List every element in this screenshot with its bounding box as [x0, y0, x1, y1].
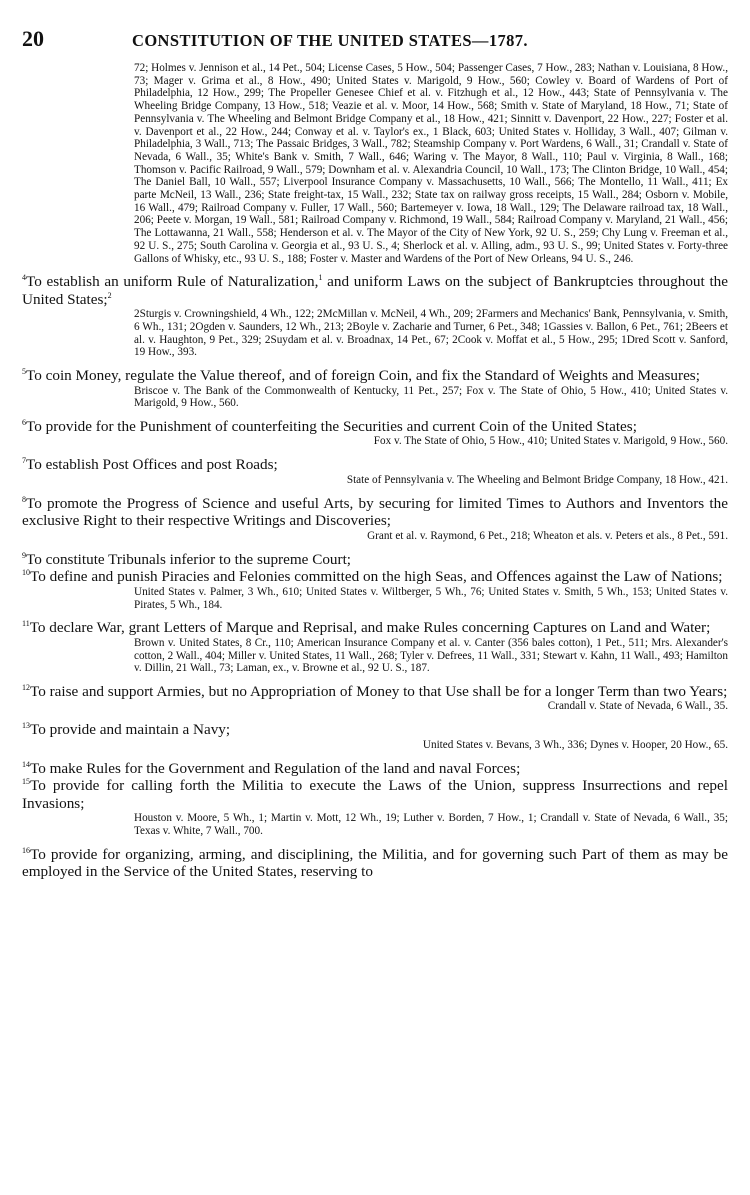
clause-16: $^{16}$To provide for organizing, arming, and disciplining, the Militia, and for governing such Part of them as may be employed in the Service of the United States, reserving to [22, 845, 728, 881]
clause-10: $^{10}$To define and punish Piracies and Felonies committed on the high Seas, and Offences against the Law of Nations; [22, 568, 723, 586]
clause-4-citations: 2Sturgis v. Crowningshield, 4 Wh., 122; 2McMillan v. McNeil, 4 Wh., 209; 2Farmers and Mechanics' Bank, Pennsylvania, v. Smith, 6 Wh., 131; 2Ogden v. Saunders, 12 Wh., 213; 2Boyle v. Zacharie and Turner, 6 Pet., 348; 1Gassies v. Ballon, 6 Pet., 761; 2Beers et al. v. Haughton, 9 Pet., 329; 2Suydam et al. v. Broadnax, 14 Pet., 67; 2Cook v. Moffat et al., 5 How., 295; 1Dred Scott v. Sanford, 19 How., 393. [134, 308, 728, 359]
clause-15: $^{15}$To provide for calling forth the Militia to execute the Laws of the Union, suppress Insurrections and repel Invasions; [22, 777, 728, 812]
clause-11-citations: Brown v. United States, 8 Cr., 110; American Insurance Company et al. v. Canter (356 bales cotton), 1 Pet., 511; Mrs. Alexander's cotton, 2 Wall., 404; Miller v. United States, 11 Wall., 268; Tyler v. Defrees, 11 Wall., 331; Stewart v. Kahn, 11 Wall., 493; Hamilton v. Dillin, 21 Wall., 73; Laman, ex., v. Browne et al., 92 U. S., 187. [134, 636, 728, 675]
page-header [22, 26, 728, 52]
clause-7: $^7$To establish Post Offices and post Roads; [22, 456, 278, 474]
commerce-citations: 72; Holmes v. Jennison et al., 14 Pet., 504; License Cases, 5 How., 504; Passenger Cases, 7 How., 283; Nathan v. Louisiana, 8 How., 73; Mager v. Grima et al., 8 How., 490; United States v. Marigold, 9 How., 560; Cowley v. Board of Wardens of Port of Philadelphia, 12 How., 299; The Propeller Genesee Chief et al. v. Fitzhugh et al., 12 How., 443; State of Pennsylvania v. The Wheeling Bridge Company, 13 How., 518; Veazie et al. v. Moor, 14 How., 568; Smith v. State of Maryland, 18 How., 71; State of Pennsylvania v. The Wheeling and Belmont Bridge Company et al., 18 How., 421; Sinnitt v. Davenport, 22 How., 227; Foster et al. v. Davenport et al., 22 How., 244; Conway et al. v. Taylor's ex., 1 Black, 603; United States v. Holliday, 3 Wall., 407; Gilman v. Philadelphia, 3 Wall., 713; The Passaic Bridges, 3 Wall., 782; Steamship Company v. Port Wardens, 6 Wall., 31; Crandall v. State of Nevada, 6 Wall., 35; White's Bank v. Smith, 7 Wall., 646; Waring v. The Mayor, 8 Wall., 110; Paul v. Virginia, 8 Wall., 168; Thomson v. Pacific Railroad, 9 Wall., 579; Downham et al. v. Alexandria Council, 10 Wall., 173; The Clinton Bridge, 10 Wall., 454; The Daniel Ball, 10 Wall., 557; Liverpool Insurance Company v. Massachusetts, 10 Wall., 566; The Montello, 11 Wall., 411; Ex parte McNeil, 13 Wall., 236; State freight-tax, 15 Wall., 232; State tax on railway gross receipts, 15 Wall., 284; Osborn v. Mobile, 16 Wall., 479; Railroad Company v. Fuller, 17 Wall., 560; Bartemeyer v. Iowa, 18 Wall., 129; The Delaware railroad tax, 18 Wall., 206; Peete v. Morgan, 19 Wall., 581; Railroad Company v. Richmond, 19 Wall., 584; Railroad Company v. Maryland, 21 Wall., 456; The Lottawanna, 21 Wall., 558; Henderson et al. v. The Mayor of the City of New York, 92 U. S., 259; Chy Lung v. Freeman et al., 92 U. S., 275; South Carolina v. Georgia et al., 93 U. S., 4; Sherlock et al. v. Alling, adm., 93 U. S., 99; United States v. Forty-three Gallons of Whisky, etc., 93 U. S., 188; Foster v. Master and Wardens of the Port of New Orleans, 94 U. S., 246. [134, 62, 728, 265]
clause-13-citations: United States v. Bevans, 3 Wh., 336; Dynes v. Hooper, 20 How., 65. [422, 738, 728, 751]
clause-7-citations: State of Pennsylvania v. The Wheeling and Belmont Bridge Company, 18 How., 421. [346, 473, 728, 486]
clause-15-citations: Houston v. Moore, 5 Wh., 1; Martin v. Mott, 12 Wh., 19; Luther v. Borden, 7 How., 1; Crandall v. State of Nevada, 6 Wall., 35; Texas v. White, 7 Wall., 700. [134, 812, 728, 838]
clause-11: $^{11}$To declare War, grant Letters of Marque and Reprisal, and make Rules concerning Captures on Land and Water; [22, 619, 711, 637]
clause-12: $^{12}$To raise and support Armies, but no Appropriation of Money to that Use shall be for a longer Term than two Years; [22, 682, 728, 700]
clause-4: $^4$To establish an uniform Rule of Naturalization,$^1$ and uniform Laws on the subject of Bankruptcies throughout the United States;$^2$ [22, 273, 728, 308]
clause-5-citations: Briscoe v. The Bank of the Commonwealth of Kentucky, 11 Pet., 257; Fox v. The State of Ohio, 5 How., 410; United States v. Marigold, 9 How., 560. [134, 384, 728, 410]
clause-14: $^{14}$To make Rules for the Government and Regulation of the land and naval Forces; [22, 759, 521, 777]
clause-9: $^9$To constitute Tribunals inferior to the supreme Court; [22, 550, 352, 568]
clause-4-mark: 4 [22, 273, 26, 283]
clause-5: $^5$To coin Money, regulate the Value thereof, and of foreign Coin, and fix the Standard of Weights and Measures; [22, 367, 700, 385]
clause-13: $^{13}$To provide and maintain a Navy; [22, 721, 231, 739]
running-head: CONSTITUTION OF THE UNITED STATES—1787. [132, 31, 528, 50]
page-number: 20 [22, 26, 44, 51]
clause-8: $^8$To promote the Progress of Science and useful Arts, by securing for limited Times to Authors and Inventors the exclusive Right to their respective Writings and Discoveries; [22, 494, 728, 530]
clause-8-citations: Grant et al. v. Raymond, 6 Pet., 218; Wheaton et als. v. Peters et als., 8 Pet., 591. [367, 529, 728, 542]
clause-12-citations: Crandall v. State of Nevada, 6 Wall., 35. [547, 700, 728, 713]
clause-10-citations: United States v. Palmer, 3 Wh., 610; United States v. Wiltberger, 5 Wh., 76; United States v. Smith, 5 Wh., 153; United States v. Pirates, 5 Wh., 184. [134, 585, 728, 611]
clause-6-citations: Fox v. The State of Ohio, 5 How., 410; United States v. Marigold, 9 How., 560. [373, 435, 728, 448]
clause-6: $^6$To provide for the Punishment of counterfeiting the Securities and current Coin of the United States; [22, 417, 637, 435]
